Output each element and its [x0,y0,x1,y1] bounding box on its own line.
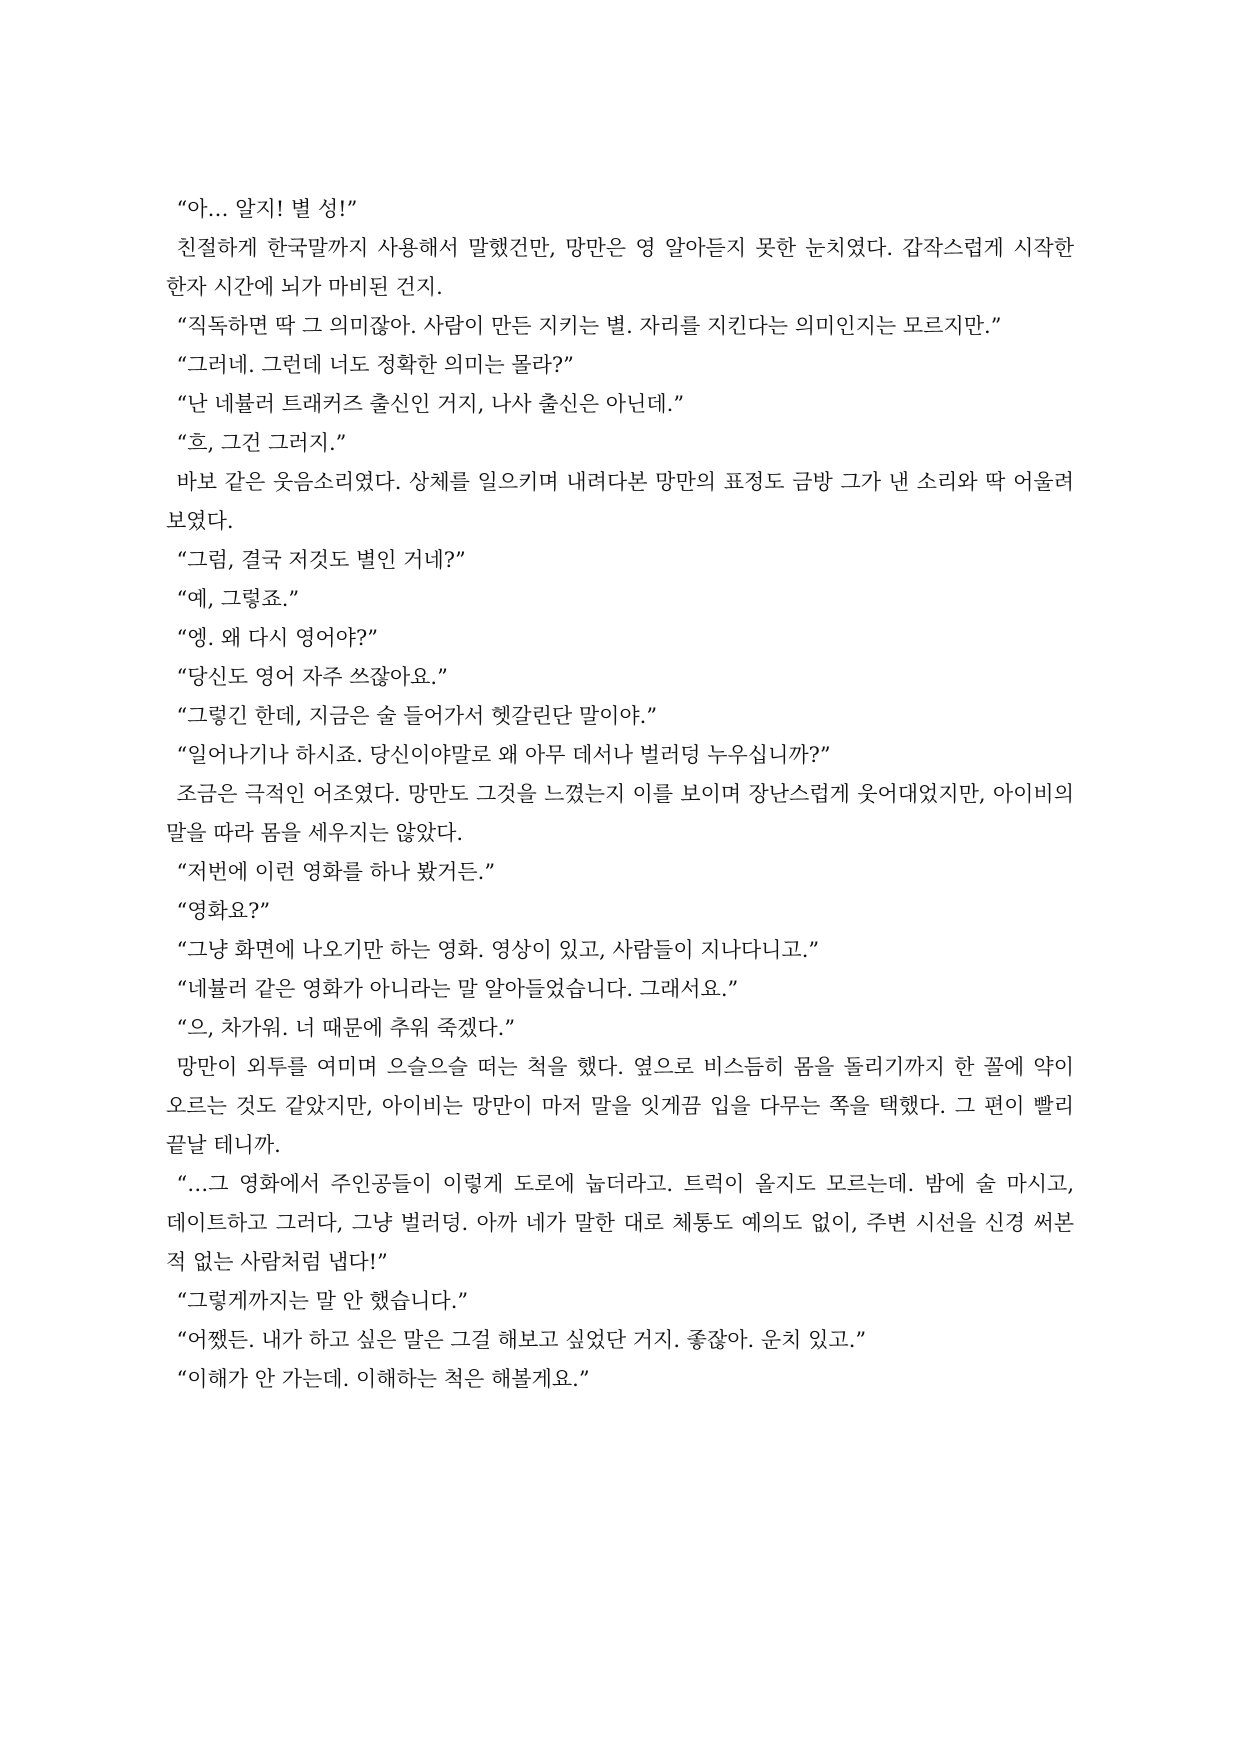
paragraph: 바보 같은 웃음소리였다. 상체를 일으키며 내려다본 망만의 표정도 금방 그가 낸 소리와 딱 어울려 보였다. [166,470,1074,533]
paragraph: “엥. 왜 다시 영어야?” [176,626,378,650]
paragraph: “당신도 영어 자주 쓰잖아요.” [176,665,448,689]
paragraph: “이해가 안 가는데. 이해하는 척은 해볼게요.” [176,1367,590,1391]
paragraph: 망만이 외투를 여미며 으슬으슬 떠는 척을 했다. 옆으로 비스듬히 몸을 돌리기까지 한 꼴에 약이 오르는 것도 같았지만, 아이비는 망만이 마저 말을 잇게끔 입을 다무는 쪽을 택했다. 그 편이 빨리 끝날 테니까. [166,1055,1074,1157]
paragraph: “그럼, 결국 저것도 별인 거네?” [176,548,466,572]
paragraph: “그냥 화면에 나오기만 하는 영화. 영상이 있고, 사람들이 지나다니고.” [176,938,820,962]
paragraph: 조금은 극적인 어조였다. 망만도 그것을 느꼈는지 이를 보이며 장난스럽게 웃어대었지만, 아이비의 말을 따라 몸을 세우지는 않았다. [166,782,1074,845]
paragraph: 친절하게 한국말까지 사용해서 말했건만, 망만은 영 알아듣지 못한 눈치였다. 갑작스럽게 시작한 한자 시간에 뇌가 마비된 건지. [166,236,1074,299]
paragraph: “난 네뷸러 트래커즈 출신인 거지, 나사 출신은 아닌데.” [176,392,685,416]
body-text [166,190,1074,1399]
paragraph: “예, 그렇죠.” [176,587,300,611]
paragraph: “직독하면 딱 그 의미잖아. 사람이 만든 지키는 별. 자리를 지킨다는 의미인지는 모르지만.” [176,314,1002,338]
paragraph: “흐, 그건 그러지.” [176,431,347,455]
paragraph: “그렇게까지는 말 안 했습니다.” [176,1289,469,1313]
paragraph: “영화요?” [176,899,271,923]
paragraph: “네뷸러 같은 영화가 아니라는 말 알아들었습니다. 그래서요.” [176,977,739,1001]
paragraph: “…그 영화에서 주인공들이 이렇게 도로에 눕더라고. 트럭이 올지도 모르는데. 밤에 술 마시고, 데이트하고 그러다, 그냥 벌러덩. 아까 네가 말한 대로 체통도 예의도 없이, 주변 시선을 신경 써본 적 없는 사람처럼 냅다!” [166,1172,1074,1274]
paragraph: “어쨌든. 내가 하고 싶은 말은 그걸 해보고 싶었단 거지. 좋잖아. 운치 있고.” [176,1328,867,1352]
paragraph: “으, 차가워. 너 때문에 추워 죽겠다.” [176,1016,516,1040]
paragraph: “일어나기나 하시죠. 당신이야말로 왜 아무 데서나 벌러덩 누우십니까?” [176,743,831,767]
paragraph: “그러네. 그런데 너도 정확한 의미는 몰라?” [176,353,574,377]
paragraph: “그렇긴 한데, 지금은 술 들어가서 헷갈린단 말이야.” [176,704,658,728]
paragraph: “저번에 이런 영화를 하나 봤거든.” [176,860,496,884]
paragraph: “아… 알지! 별 성!” [176,197,358,221]
